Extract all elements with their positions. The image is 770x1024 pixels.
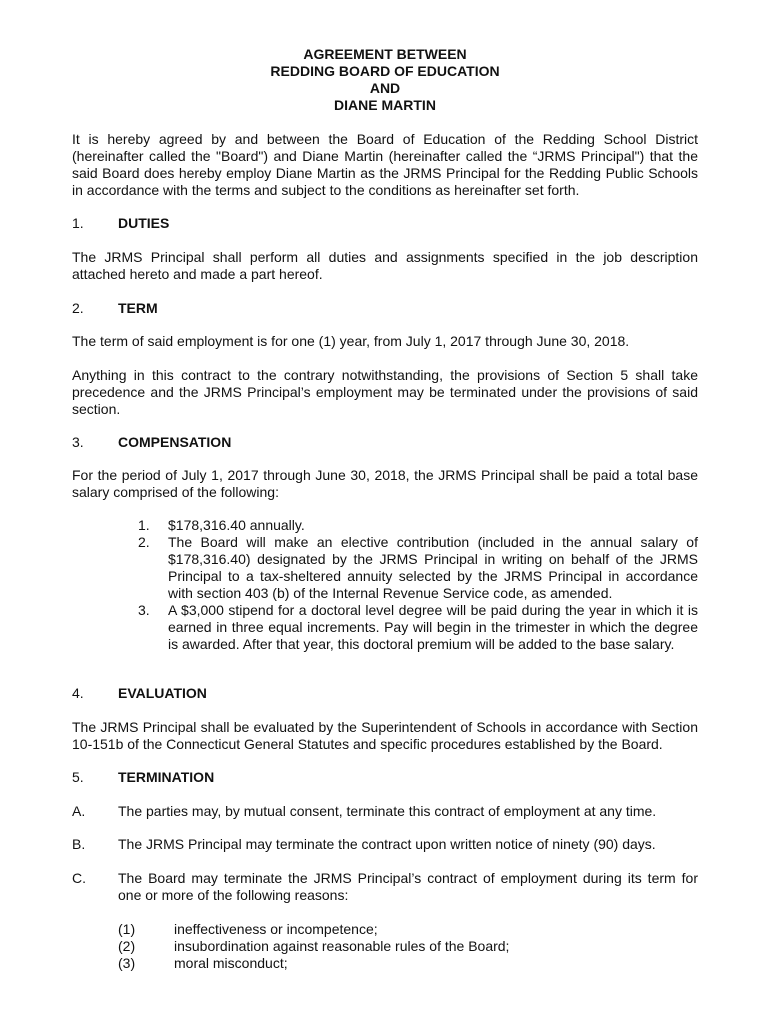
section-title: COMPENSATION bbox=[118, 434, 232, 450]
list-item-number: 3. bbox=[138, 602, 150, 618]
evaluation-paragraph: The JRMS Principal shall be evaluated by the Superintendent of Schools in accordance with Section 10-151b of the Connecticut General Statutes and specific procedures established by the Board. bbox=[72, 719, 698, 752]
title-line-1: AGREEMENT BETWEEN bbox=[303, 46, 467, 62]
term-paragraph-1: The term of said employment is for one (1) year, from July 1, 2017 through June 30, 2018. bbox=[72, 333, 630, 349]
termination-clause-c bbox=[72, 870, 698, 904]
section-compensation-heading bbox=[72, 434, 698, 451]
termination-clause-b bbox=[72, 836, 698, 853]
section-evaluation-heading bbox=[72, 685, 698, 702]
reason-number: (2) bbox=[118, 938, 136, 954]
termination-clause-a bbox=[72, 803, 698, 820]
section-number: 4. bbox=[72, 685, 84, 701]
section-title: TERM bbox=[118, 300, 158, 316]
reason-text: ineffectiveness or incompetence; bbox=[174, 921, 378, 937]
section-duties-heading bbox=[72, 215, 698, 232]
title-line-4: DIANE MARTIN bbox=[334, 97, 436, 113]
list-item-text: $178,316.40 annually. bbox=[168, 517, 305, 533]
term-paragraph-2: Anything in this contract to the contrary notwithstanding, the provisions of Section 5 shall take precedence and the JRMS Principal’s employment may be terminated under the provisions of said section. bbox=[72, 367, 698, 417]
reason-number: (1) bbox=[118, 921, 136, 937]
compensation-list bbox=[138, 517, 698, 653]
clause-letter: C. bbox=[72, 870, 86, 886]
reason-number: (3) bbox=[118, 955, 136, 971]
reason-text: insubordination against reasonable rules of the Board; bbox=[174, 938, 510, 954]
list-item-number: 1. bbox=[138, 517, 150, 533]
title-line-2: REDDING BOARD OF EDUCATION bbox=[270, 63, 500, 79]
list-item bbox=[118, 921, 678, 938]
list-item-text: The Board will make an elective contribution (included in the annual salary of $178,316.40) designated by the JRMS Principal in writing on behalf of the JRMS Principal to a tax-sheltered annuity selected by the JRMS Principal in accordance with section 403 (b) of the Internal Revenue Service code, as amended. bbox=[168, 534, 698, 601]
section-number: 2. bbox=[72, 300, 84, 316]
document-title bbox=[0, 46, 770, 114]
clause-letter: A. bbox=[72, 803, 86, 819]
title-line-3: AND bbox=[369, 80, 401, 96]
list-item bbox=[138, 517, 698, 534]
intro-paragraph: It is hereby agreed by and between the Board of Education of the Redding School District (hereinafter called the "Board") and Diane Martin (hereinafter called the “JRMS Principal") that the said Board does hereby employ Diane Martin as the JRMS Principal for the Redding Public Schools in accordance with the terms and subject to the conditions as hereinafter set forth. bbox=[72, 131, 698, 198]
list-item bbox=[118, 938, 678, 955]
duties-paragraph: The JRMS Principal shall perform all duties and assignments specified in the job description attached hereto and made a part hereof. bbox=[72, 249, 698, 282]
list-item bbox=[138, 602, 698, 653]
section-title: DUTIES bbox=[118, 215, 170, 231]
section-termination-heading bbox=[72, 769, 698, 786]
compensation-paragraph: For the period of July 1, 2017 through June 30, 2018, the JRMS Principal shall be paid a total base salary comprised of the following: bbox=[72, 467, 698, 500]
section-title: EVALUATION bbox=[118, 685, 207, 701]
list-item bbox=[138, 534, 698, 602]
clause-letter: B. bbox=[72, 836, 86, 852]
section-term-heading bbox=[72, 300, 698, 317]
section-number: 1. bbox=[72, 215, 84, 231]
termination-reasons-list bbox=[118, 921, 678, 972]
list-item-text: A $3,000 stipend for a doctoral level degree will be paid during the year in which it is earned in three equal increments. Pay will begin in the trimester in which the degree is awarded. After that year, this doctoral premium will be added to the base salary. bbox=[168, 602, 698, 652]
list-item-number: 2. bbox=[138, 534, 150, 550]
clause-text: The JRMS Principal may terminate the contract upon written notice of ninety (90) days. bbox=[118, 836, 656, 852]
clause-text: The Board may terminate the JRMS Principal’s contract of employment during its term for one or more of the following reasons: bbox=[118, 870, 698, 903]
section-title: TERMINATION bbox=[118, 769, 215, 785]
clause-text: The parties may, by mutual consent, terminate this contract of employment at any time. bbox=[118, 803, 657, 819]
list-item bbox=[118, 955, 678, 972]
section-number: 3. bbox=[72, 434, 84, 450]
reason-text: moral misconduct; bbox=[174, 955, 288, 971]
section-number: 5. bbox=[72, 769, 84, 785]
